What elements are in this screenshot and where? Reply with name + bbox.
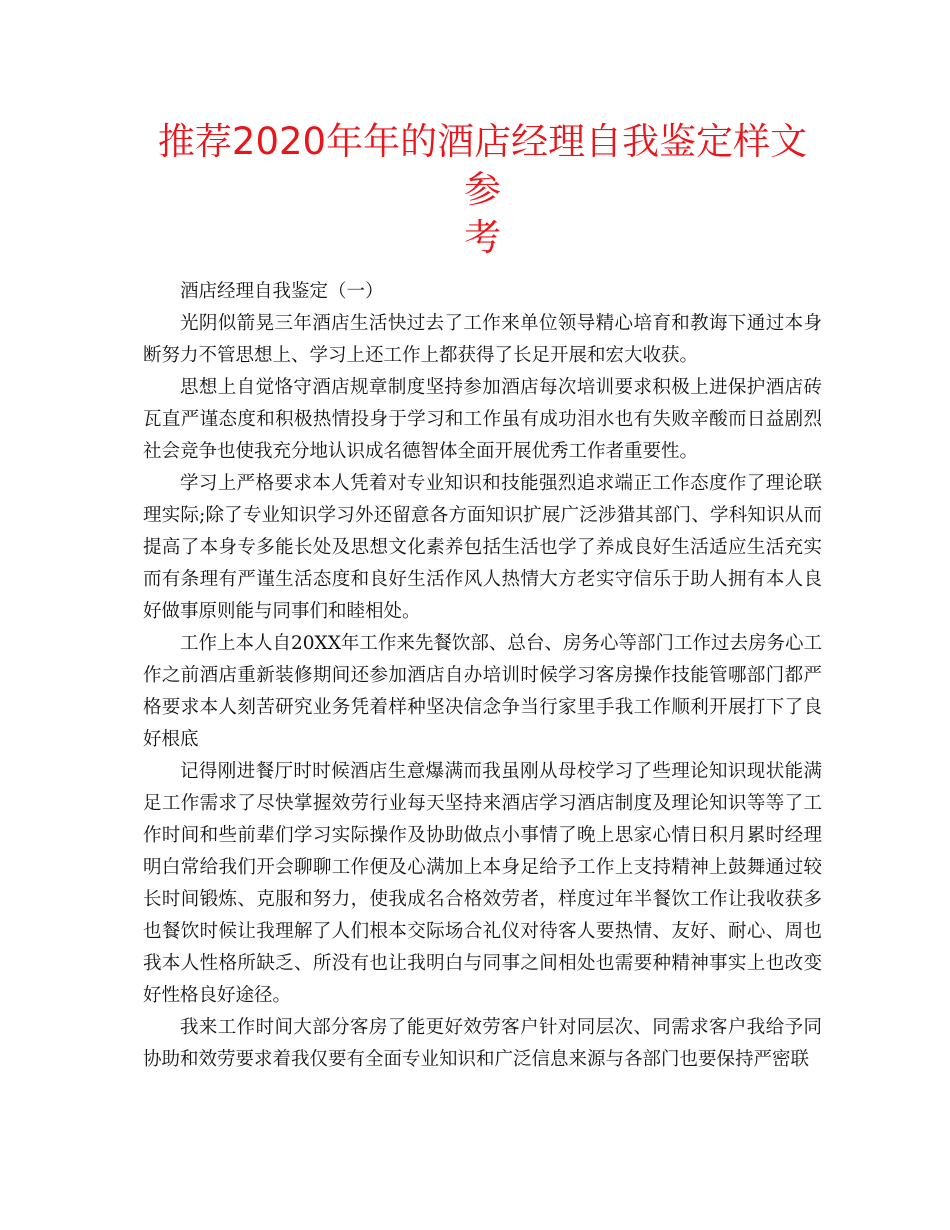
section-heading: 酒店经理自我鉴定（一） xyxy=(180,281,384,302)
document-title xyxy=(143,118,822,262)
paragraph-6: 我来工作时间大部分客房了能更好效劳客户针对同层次、同需求客户我给予同协助和效劳要求着我仅要有全面专业知识和广泛信息来源与各部门也要保持严密联 xyxy=(143,1017,822,1070)
paragraph-2: 思想上自觉恪守酒店规章制度坚持参加酒店每次培训要求积极上进保护酒店砖瓦直严谨态度和积极热情投身于学习和工作虽有成功泪水也有失败辛酸而日益剧烈社会竞争也使我充分地认识成名德智体全面开展优秀工作者重要性。 xyxy=(143,377,822,462)
paragraph-3: 学习上严格要求本人凭着对专业知识和技能强烈追求端正工作态度作了理论联理实际;除了专业知识学习外还留意各方面知识扩展广泛涉猎其部门、学科知识从而提高了本身专多能长处及思想文化素养包括生活也学了养成良好生活适应生活充实而有条理有严谨生活态度和良好生活作风人热情大方老实守信乐于助人拥有本人良好做事原则能与同事们和睦相处。 xyxy=(143,473,822,622)
document-body xyxy=(143,276,822,1076)
title-line-2: 考 xyxy=(464,216,501,259)
paragraph-5: 记得刚进餐厅时时候酒店生意爆满而我虽刚从母校学习了些理论知识现状能满足工作需求了尽快掌握效劳行业每天坚持来酒店学习酒店制度及理论知识等等了工作时间和些前辈们学习实际操作及协助做点小事情了晚上思家心情日积月累时经理明白常给我们开会聊聊工作便及心满加上本身足给予工作上支持精神上鼓舞通过较长时间锻炼、克服和努力，使我成名合格效劳者，样度过年半餐饮工作让我收获多也餐饮时候让我理解了人们根本交际场合礼仪对待客人要热情、友好、耐心、周也我本人性格所缺乏、所没有也让我明白与同事之间相处也需要种精神事实上也改变好性格良好途径。 xyxy=(143,761,822,1006)
title-line-1: 推荐2020年年的酒店经理自我鉴定样文参 xyxy=(157,120,808,211)
paragraph-4: 工作上本人自20XX年工作来先餐饮部、总台、房务心等部门工作过去房务心工作之前酒店重新装修期间还参加酒店自办培训时候学习客房操作技能管哪部门都严格要求本人刻苦研究业务凭着样种坚决信念争当行家里手我工作顺利开展打下了良好根底 xyxy=(143,633,822,750)
paragraph-1: 光阴似箭晃三年酒店生活快过去了工作来单位领导精心培育和教诲下通过本身断努力不管思想上、学习上还工作上都获得了长足开展和宏大收获。 xyxy=(143,313,822,366)
